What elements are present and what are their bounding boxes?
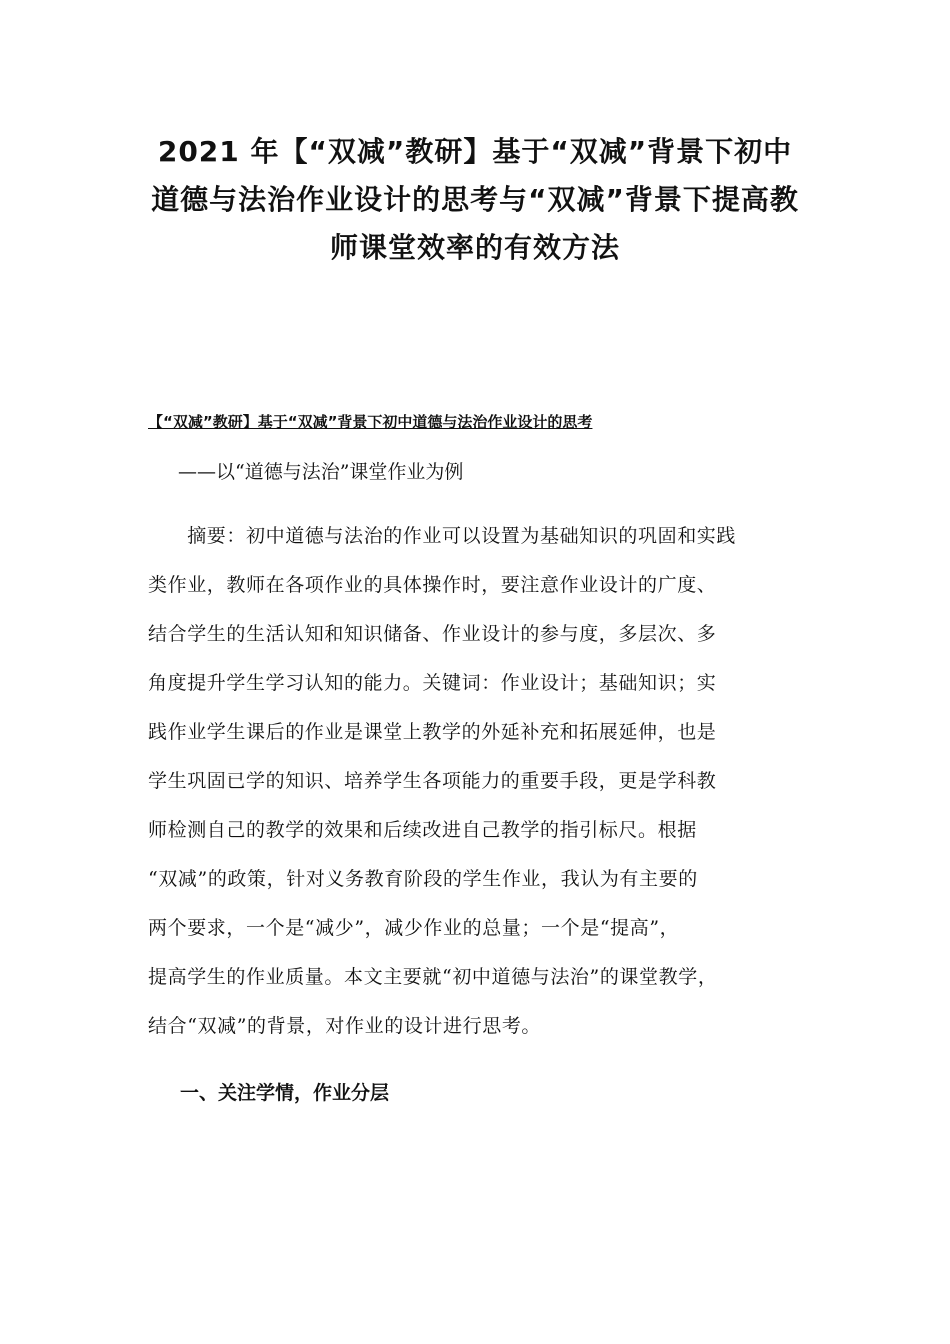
paragraph-line: 提高学生的作业质量。本文主要就“初中道德与法治”的课堂教学，: [148, 966, 718, 988]
title-line: 2021 年【“双减”教研】基于“双减”背景下初中: [157, 135, 793, 168]
document-title: [130, 128, 820, 272]
title-line: 道德与法治作业设计的思考与“双减”背景下提高教: [151, 183, 799, 216]
paragraph-line: 结合“双减”的背景，对作业的设计进行思考。: [148, 1015, 542, 1037]
title-line: 师课堂效率的有效方法: [329, 231, 620, 264]
paragraph-line: 结合学生的生活认知和知识储备、作业设计的参与度，多层次、多: [148, 623, 717, 645]
example-line: ——以“道德与法治”课堂作业为例: [178, 461, 464, 483]
paragraph-line: 摘要：初中道德与法治的作业可以设置为基础知识的巩固和实践: [148, 525, 737, 547]
paragraph-line: 学生巩固已学的知识、培养学生各项能力的重要手段，更是学科教: [148, 770, 717, 792]
paragraph-line: 两个要求，一个是“减少”，减少作业的总量；一个是“提高”，: [148, 917, 680, 939]
article-subheading: 【“双减”教研】基于“双减”背景下初中道德与法治作业设计的思考: [148, 413, 593, 431]
section-heading: 一、关注学情，作业分层: [180, 1082, 390, 1104]
paragraph-line: 师检测自己的教学的效果和后续改进自己教学的指引标尺。根据: [148, 819, 697, 841]
paragraph-line: 类作业，教师在各项作业的具体操作时，要注意作业设计的广度、: [148, 574, 717, 596]
paragraph-line: “双减”的政策，针对义务教育阶段的学生作业，我认为有主要的: [148, 868, 698, 890]
paragraph-line: 角度提升学生学习认知的能力。关键词：作业设计；基础知识；实: [148, 672, 717, 694]
abstract-paragraph: [148, 512, 820, 1051]
paragraph-line: 践作业学生课后的作业是课堂上教学的外延补充和拓展延伸，也是: [148, 721, 717, 743]
